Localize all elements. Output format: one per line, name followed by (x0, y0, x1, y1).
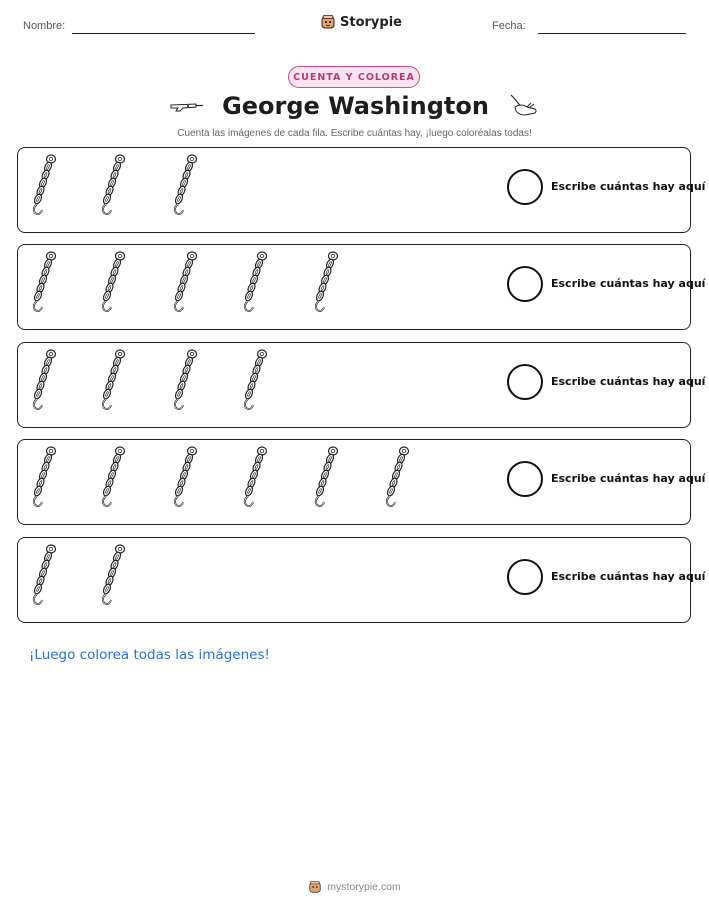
chain-icon[interactable] (171, 154, 199, 216)
counting-row (17, 342, 706, 428)
answer-label: Escribe cuántas hay aquí (551, 472, 706, 485)
instructions: Cuenta las imágenes de cada fila. Escribe cuántas hay, ¡luego coloréalas todas! (177, 128, 532, 139)
page-title: George Washington (222, 92, 489, 120)
counting-row (17, 537, 706, 623)
chain-icon[interactable] (99, 251, 127, 313)
chain-icon[interactable] (30, 154, 58, 216)
chain-icon[interactable] (383, 446, 411, 508)
answer-label: Escribe cuántas hay aquí (551, 570, 706, 583)
title-row (0, 92, 709, 120)
chain-icon[interactable] (30, 349, 58, 411)
quill-hand-icon (507, 93, 539, 119)
footer-branding (0, 880, 709, 894)
counting-row (17, 244, 706, 330)
answer-circle[interactable] (507, 266, 543, 302)
chain-icon[interactable] (171, 349, 199, 411)
answer-label: Escribe cuántas hay aquí (551, 277, 706, 290)
counting-row (17, 439, 706, 525)
counting-row (17, 147, 706, 233)
brand-name: Storypie (340, 14, 402, 30)
pie-mascot-icon (308, 880, 322, 894)
chain-icon[interactable] (99, 154, 127, 216)
activity-badge: CUENTA Y COLOREA (288, 66, 420, 88)
brand-logo (320, 14, 402, 30)
date-line[interactable] (538, 33, 686, 34)
answer-circle[interactable] (507, 169, 543, 205)
chain-icon[interactable] (30, 544, 58, 606)
chain-icon[interactable] (99, 349, 127, 411)
answer-label: Escribe cuántas hay aquí (551, 180, 706, 193)
answer-label: Escribe cuántas hay aquí (551, 375, 706, 388)
chain-icon[interactable] (171, 251, 199, 313)
musket-icon (170, 99, 204, 113)
chain-icon[interactable] (171, 446, 199, 508)
answer-circle[interactable] (507, 364, 543, 400)
footer-instruction: ¡Luego colorea todas las imágenes! (29, 647, 270, 663)
name-line[interactable] (72, 33, 255, 34)
answer-circle[interactable] (507, 559, 543, 595)
answer-circle[interactable] (507, 461, 543, 497)
chain-icon[interactable] (312, 251, 340, 313)
footer-site: mystorypie.com (327, 881, 401, 893)
chain-icon[interactable] (99, 544, 127, 606)
date-label: Fecha: (492, 20, 526, 32)
chain-icon[interactable] (241, 446, 269, 508)
chain-icon[interactable] (30, 251, 58, 313)
name-label: Nombre: (23, 20, 66, 32)
chain-icon[interactable] (241, 251, 269, 313)
chain-icon[interactable] (241, 349, 269, 411)
chain-icon[interactable] (312, 446, 340, 508)
chain-icon[interactable] (99, 446, 127, 508)
chain-icon[interactable] (30, 446, 58, 508)
pie-mascot-icon (320, 14, 336, 30)
